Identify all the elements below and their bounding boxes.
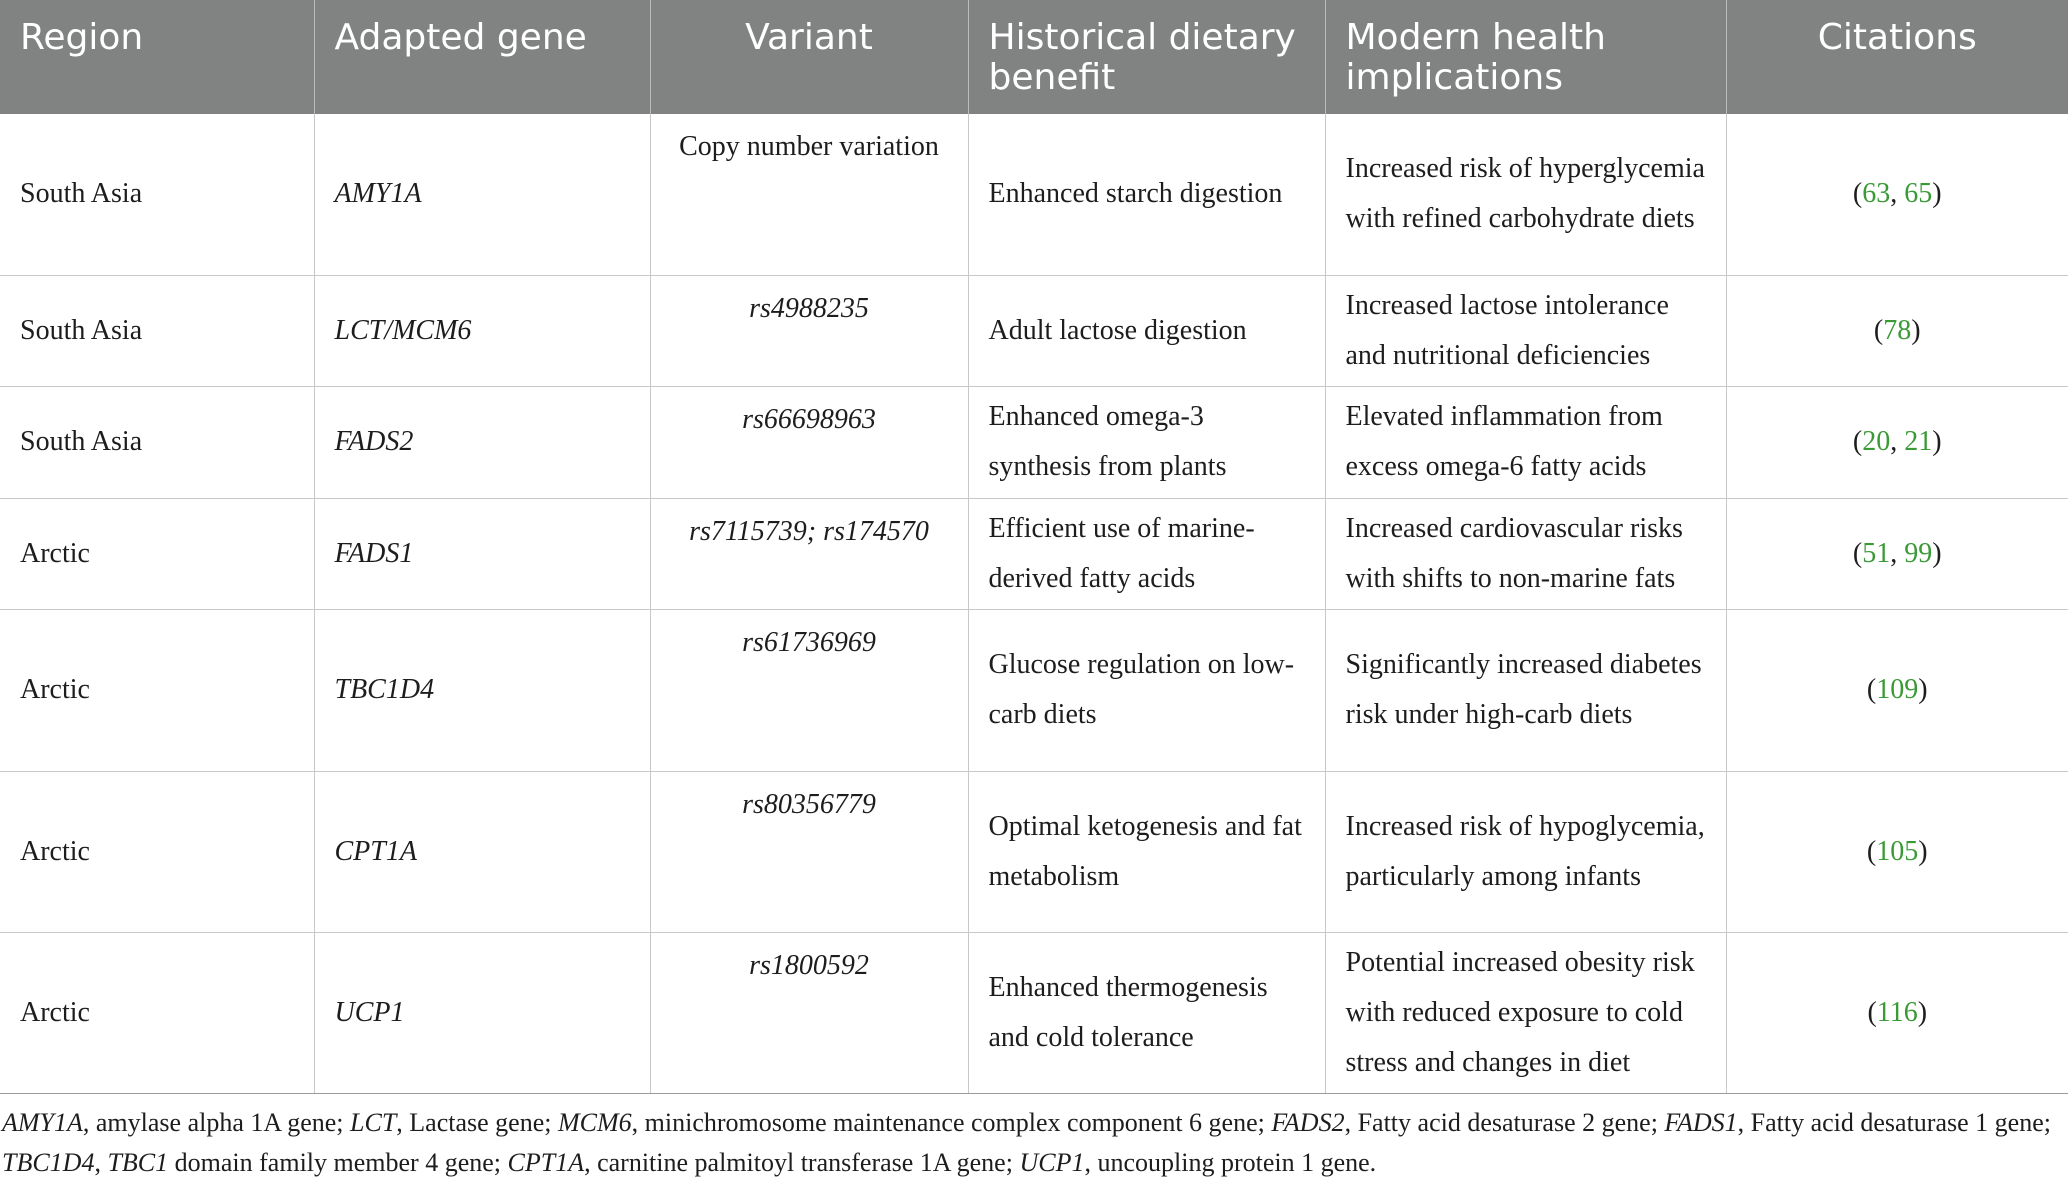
- cell-variant: rs66698963: [650, 386, 968, 498]
- header-modern-implications: Modern health implications: [1325, 0, 1726, 114]
- cell-variant: rs61736969: [650, 609, 968, 771]
- cell-citations: (63, 65): [1726, 114, 2068, 275]
- cell-citations: (116): [1726, 932, 2068, 1093]
- header-adapted-gene: Adapted gene: [314, 0, 650, 114]
- citation-link[interactable]: 51: [1862, 537, 1891, 569]
- citation-link[interactable]: 65: [1904, 178, 1933, 210]
- footnote-def: domain family member 4 gene;: [168, 1148, 508, 1177]
- cell-implications: Potential increased obesity risk with reduced exposure to cold stress and changes in diet: [1325, 932, 1726, 1093]
- cell-variant: rs7115739; rs174570: [650, 498, 968, 609]
- cell-region: Arctic: [0, 771, 314, 932]
- cell-citations: (109): [1726, 609, 2068, 771]
- cell-region: Arctic: [0, 498, 314, 609]
- footnote-abbr: AMY1A: [2, 1108, 83, 1137]
- cell-region: South Asia: [0, 386, 314, 498]
- citation-link[interactable]: 105: [1876, 835, 1919, 867]
- footnote-def: , Lactase gene;: [396, 1108, 558, 1137]
- cell-gene: LCT/MCM6: [314, 275, 650, 386]
- cell-benefit: Enhanced thermogenesis and cold tolerance: [968, 932, 1325, 1093]
- table-row: [0, 386, 2068, 498]
- header-historical-benefit: Historical dietary benefit: [968, 0, 1325, 114]
- cell-benefit: Optimal ketogenesis and fat metabolism: [968, 771, 1325, 932]
- citation-link[interactable]: 116: [1876, 996, 1918, 1028]
- table-row: [0, 275, 2068, 386]
- citation-link[interactable]: 78: [1883, 314, 1912, 346]
- cell-citations: (78): [1726, 275, 2068, 386]
- citation-link[interactable]: 109: [1876, 674, 1919, 705]
- cell-gene: UCP1: [314, 932, 650, 1093]
- footnote-abbr: TBC1D4: [2, 1148, 95, 1177]
- cell-gene: FADS1: [314, 498, 650, 609]
- footnote-abbr: TBC1: [107, 1148, 169, 1177]
- cell-benefit: Enhanced omega-3 synthesis from plants: [968, 386, 1325, 498]
- footnote-abbr: UCP1: [1019, 1148, 1085, 1177]
- header-row: [0, 0, 2068, 114]
- cell-variant: Copy number variation: [650, 114, 968, 275]
- cell-region: Arctic: [0, 932, 314, 1093]
- footnote-abbr: FADS2: [1271, 1108, 1345, 1137]
- footnote-def: , amylase alpha 1A gene;: [82, 1108, 351, 1137]
- cell-region: South Asia: [0, 114, 314, 275]
- cell-variant: rs1800592: [650, 932, 968, 1093]
- footnote-def: , Fatty acid desaturase 2 gene;: [1344, 1108, 1665, 1137]
- cell-benefit: Glucose regulation on low-carb diets: [968, 609, 1325, 771]
- footnote-def: , Fatty acid desaturase 1 gene;: [1737, 1108, 2051, 1137]
- cell-gene: FADS2: [314, 386, 650, 498]
- cell-implications: Elevated inflammation from excess omega-6 fatty acids: [1325, 386, 1726, 498]
- footnote-abbr: CPT1A: [507, 1148, 585, 1177]
- footnote-def: , uncoupling protein 1 gene.: [1084, 1148, 1377, 1177]
- cell-citations: (20, 21): [1726, 386, 2068, 498]
- footnote-abbr: LCT: [350, 1108, 397, 1137]
- table-row: [0, 609, 2068, 771]
- header-variant: Variant: [650, 0, 968, 114]
- citation-link[interactable]: 21: [1904, 426, 1933, 457]
- citation-link[interactable]: 99: [1904, 537, 1933, 569]
- cell-implications: Increased cardiovascular risks with shifts to non-marine fats: [1325, 498, 1726, 609]
- header-citations: Citations: [1726, 0, 2068, 114]
- header-region: Region: [0, 0, 314, 114]
- table-footnote: [2, 1103, 2052, 1183]
- cell-gene: AMY1A: [314, 114, 650, 275]
- footnote-def: , carnitine palmitoyl transferase 1A gene;: [584, 1148, 1020, 1177]
- table-row: [0, 932, 2068, 1093]
- cell-gene: TBC1D4: [314, 609, 650, 771]
- cell-implications: Increased risk of hyperglycemia with refined carbohydrate diets: [1325, 114, 1726, 275]
- footnote-def: ,: [94, 1148, 108, 1177]
- cell-implications: Increased lactose intolerance and nutritional deficiencies: [1325, 275, 1726, 386]
- cell-benefit: Adult lactose digestion: [968, 275, 1325, 386]
- cell-gene: CPT1A: [314, 771, 650, 932]
- cell-variant: rs4988235: [650, 275, 968, 386]
- footnote-def: , minichromosome maintenance complex component 6 gene;: [631, 1108, 1272, 1137]
- cell-benefit: Efficient use of marine-derived fatty acids: [968, 498, 1325, 609]
- table-row: [0, 114, 2068, 275]
- footnote-abbr: FADS1: [1664, 1108, 1738, 1137]
- cell-region: Arctic: [0, 609, 314, 771]
- cell-benefit: Enhanced starch digestion: [968, 114, 1325, 275]
- citation-link[interactable]: 20: [1862, 426, 1891, 457]
- cell-implications: Significantly increased diabetes risk under high-carb diets: [1325, 609, 1726, 771]
- cell-implications: Increased risk of hypoglycemia, particularly among infants: [1325, 771, 1726, 932]
- footnote-abbr: MCM6: [557, 1108, 632, 1137]
- cell-variant: rs80356779: [650, 771, 968, 932]
- citation-link[interactable]: 63: [1862, 178, 1891, 210]
- cell-citations: (105): [1726, 771, 2068, 932]
- table-row: [0, 498, 2068, 609]
- cell-region: South Asia: [0, 275, 314, 386]
- table-row: [0, 771, 2068, 932]
- cell-citations: (51, 99): [1726, 498, 2068, 609]
